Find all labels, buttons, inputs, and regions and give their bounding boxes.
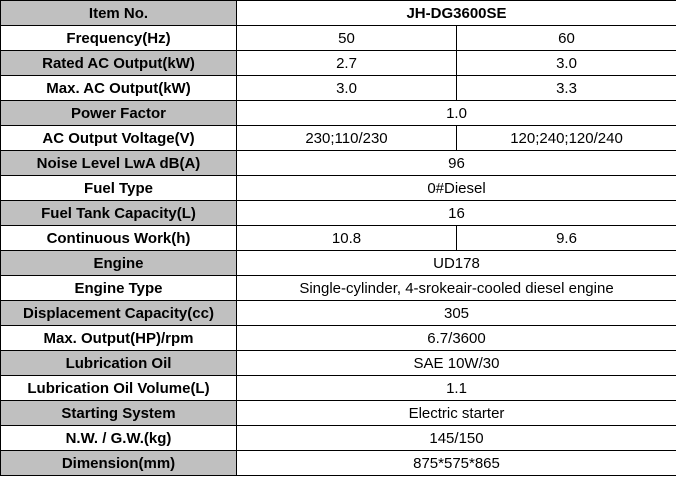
spec-label: Engine Type (1, 276, 237, 301)
spec-label: Noise Level LwA dB(A) (1, 151, 237, 176)
spec-label: Lubrication Oil (1, 351, 237, 376)
spec-label: AC Output Voltage(V) (1, 126, 237, 151)
spec-row (1, 401, 676, 426)
spec-value: 16 (237, 201, 676, 226)
spec-label: Max. Output(HP)/rpm (1, 326, 237, 351)
spec-row (1, 226, 676, 251)
spec-value: 6.7/3600 (237, 326, 676, 351)
spec-value: 60 (457, 26, 676, 51)
spec-value: 1.0 (237, 101, 676, 126)
spec-row (1, 426, 676, 451)
spec-label: Starting System (1, 401, 237, 426)
spec-row (1, 301, 676, 326)
spec-value: UD178 (237, 251, 676, 276)
spec-row (1, 276, 676, 301)
spec-row (1, 51, 676, 76)
spec-row (1, 1, 676, 26)
spec-row (1, 26, 676, 51)
spec-row (1, 101, 676, 126)
spec-value: 3.3 (457, 76, 676, 101)
spec-value: 305 (237, 301, 676, 326)
spec-label: Item No. (1, 1, 237, 26)
spec-value: 875*575*865 (237, 451, 676, 476)
spec-value: Single-cylinder, 4-srokeair-cooled diesel engine (237, 276, 676, 301)
spec-value: 120;240;120/240 (457, 126, 676, 151)
spec-row (1, 351, 676, 376)
spec-label: Frequency(Hz) (1, 26, 237, 51)
spec-label: Power Factor (1, 101, 237, 126)
spec-value: 96 (237, 151, 676, 176)
spec-label: Dimension(mm) (1, 451, 237, 476)
spec-label: Fuel Type (1, 176, 237, 201)
spec-row (1, 201, 676, 226)
spec-row (1, 451, 676, 476)
spec-row (1, 151, 676, 176)
spec-row (1, 76, 676, 101)
spec-row (1, 326, 676, 351)
spec-label: Engine (1, 251, 237, 276)
spec-value: 3.0 (457, 51, 676, 76)
spec-table-body (1, 1, 676, 476)
spec-value: 10.8 (237, 226, 457, 251)
spec-label: Continuous Work(h) (1, 226, 237, 251)
spec-value: Electric starter (237, 401, 676, 426)
spec-value: 9.6 (457, 226, 676, 251)
spec-value: 0#Diesel (237, 176, 676, 201)
spec-value: SAE 10W/30 (237, 351, 676, 376)
spec-value: 230;110/230 (237, 126, 457, 151)
spec-row (1, 251, 676, 276)
spec-row (1, 176, 676, 201)
spec-value: 50 (237, 26, 457, 51)
spec-label: Rated AC Output(kW) (1, 51, 237, 76)
spec-label: Displacement Capacity(cc) (1, 301, 237, 326)
spec-value: 2.7 (237, 51, 457, 76)
spec-value: JH-DG3600SE (237, 1, 676, 26)
spec-label: Lubrication Oil Volume(L) (1, 376, 237, 401)
spec-label: N.W. / G.W.(kg) (1, 426, 237, 451)
spec-value: 3.0 (237, 76, 457, 101)
spec-label: Max. AC Output(kW) (1, 76, 237, 101)
spec-row (1, 126, 676, 151)
spec-value: 1.1 (237, 376, 676, 401)
spec-row (1, 376, 676, 401)
spec-value: 145/150 (237, 426, 676, 451)
spec-label: Fuel Tank Capacity(L) (1, 201, 237, 226)
